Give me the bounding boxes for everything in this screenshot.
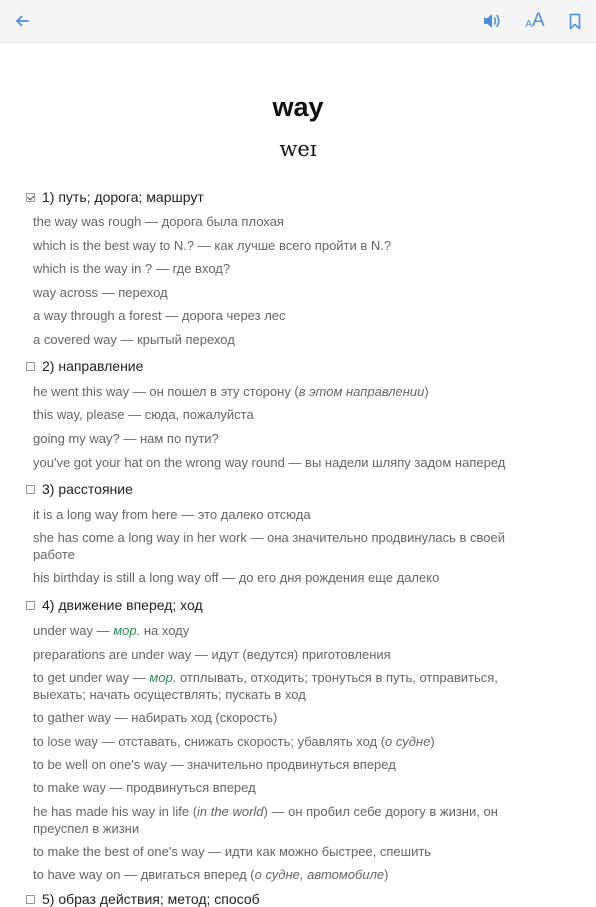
example: way across — переход — [33, 285, 168, 300]
sense-2[interactable] — [26, 358, 143, 374]
sense-label: 3) расстояние — [42, 481, 133, 497]
example: he has made his way in life (in the world) — он пробил себе дорогу в жизни, он — [33, 804, 498, 819]
sense-label: 5) образ действия; метод; способ — [42, 891, 260, 907]
example: to make way — продвинуться вперед — [33, 780, 256, 795]
back-button[interactable] — [8, 0, 36, 42]
sense-checkbox[interactable] — [26, 601, 35, 610]
sense-label: 4) движение вперед; ход — [42, 597, 203, 613]
example: to make the best of one's way — идти как можно быстрее, спешить — [33, 844, 432, 859]
transcription: weɪ — [279, 137, 317, 161]
sense-3[interactable] — [26, 481, 133, 497]
example-continuation: преуспел в жизни — [33, 821, 140, 836]
example: the way was rough — дорога была плохая — [33, 214, 284, 229]
bookmark-button[interactable] — [562, 0, 588, 42]
example: you've got your hat on the wrong way round — вы надели шляпу задом наперед — [33, 455, 506, 470]
example: to gather way — набирать ход (скорость) — [33, 710, 278, 725]
bookmark-icon — [569, 13, 581, 30]
text-size-big-glyph: A — [531, 10, 545, 31]
example: to have way on — двигаться вперед (о судне, автомобиле) — [33, 867, 389, 882]
example: he went this way — он пошел в эту сторону (в этом направлении) — [33, 384, 429, 399]
usage-label: мор. — [113, 623, 141, 638]
sense-checkbox[interactable] — [26, 485, 35, 494]
sense-5[interactable] — [26, 891, 260, 907]
usage-label: мор. — [149, 670, 177, 685]
example-continuation: работе — [33, 547, 75, 562]
sense-label: 2) направление — [42, 358, 144, 374]
example-continuation: выехать; начать осуществлять; пускать в ход — [33, 687, 306, 702]
pronounce-button[interactable] — [478, 0, 506, 42]
example: which is the best way to N.? — как лучше всего пройти в N.? — [33, 238, 392, 253]
volume-icon — [482, 12, 502, 30]
sense-checkbox[interactable] — [26, 362, 35, 371]
text-size-button[interactable] — [518, 0, 552, 42]
arrow-left-icon — [14, 13, 30, 29]
example: she has come a long way in her work — она значительно продвинулась в своей — [33, 530, 506, 545]
example: his birthday is still a long way off — до его дня рождения еще далеко — [33, 570, 440, 585]
top-toolbar — [0, 0, 596, 43]
example: it is a long way from here — это далеко отсюда — [33, 507, 311, 522]
sense-label: 1) путь; дорога; маршрут — [42, 189, 204, 205]
sense-1[interactable] — [26, 189, 204, 205]
text-size-small-glyph: A — [525, 18, 532, 30]
example: to get under way — мор. отплывать, отходить; тронуться в путь, отправиться, — [33, 670, 498, 685]
sense-4[interactable] — [26, 597, 203, 613]
example: which is the way in ? — где вход? — [33, 261, 231, 276]
example: preparations are under way — идут (ведутся) приготовления — [33, 647, 391, 662]
sense-checkbox[interactable] — [26, 895, 35, 904]
example: going my way? — нам по пути? — [33, 431, 219, 446]
example: this way, please — сюда, пожалуйста — [33, 407, 254, 422]
sense-checkbox[interactable] — [26, 193, 35, 202]
example: to lose way — отставать, снижать скорость; убавлять ход (о судне) — [33, 734, 435, 749]
example: a way through a forest — дорога через лес — [33, 308, 286, 323]
example: under way — мор. на ходу — [33, 623, 190, 638]
headword: way — [272, 92, 324, 122]
example: a covered way — крытый переход — [33, 332, 235, 347]
example: to be well on one's way — значительно продвинуться вперед — [33, 757, 396, 772]
